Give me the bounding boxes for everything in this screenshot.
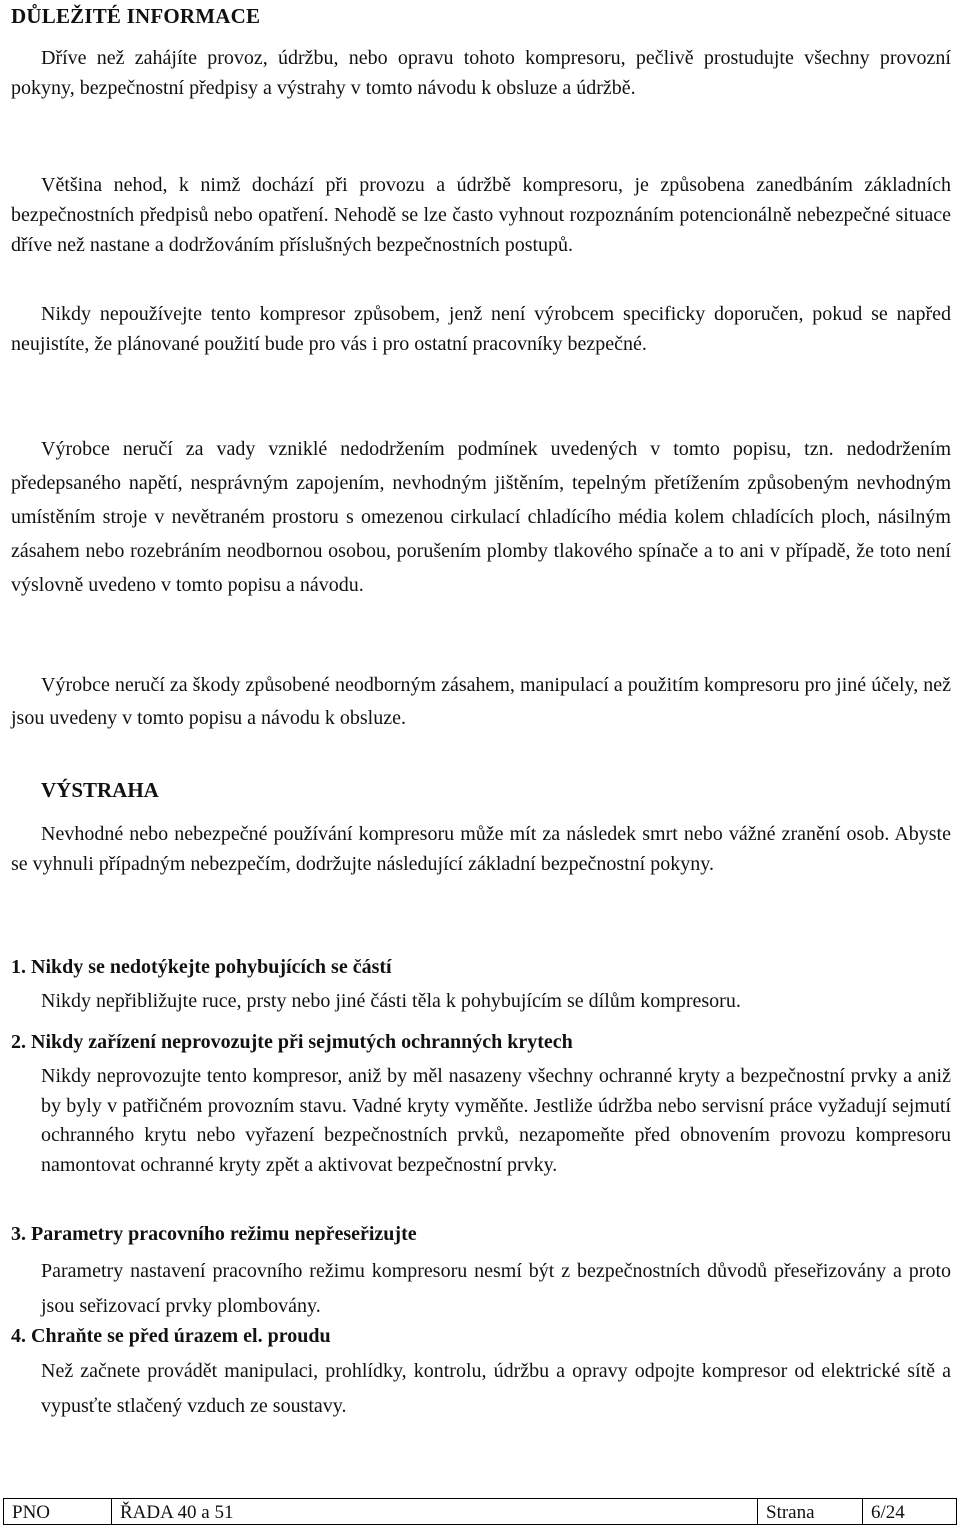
paragraph-intro: Dříve než zahájíte provoz, údržbu, nebo opravu tohoto kompresoru, pečlivě prostudujte všechny provozní pokyny, bezpečnostní předpisy a výstrahy v tomto návodu k obsluze a údržbě. bbox=[11, 47, 951, 99]
footer-doc-code: PNO bbox=[4, 1499, 112, 1524]
warning-text: Nevhodné nebo nebezpečné používání kompresoru může mít za následek smrt nebo vážné zranění osob. Abyste se vyhnuli případným nebezpečím, dodržujte následující základní bezpečnostní pokyny. bbox=[11, 823, 951, 875]
paragraph-liability-defects: Výrobce neručí za vady vzniklé nedodržením podmínek uvedených v tomto popisu, tzn. nedodržením předepsaného napětí, nesprávným zapojením, nevhodným jištěním, tepelným přetížením způsobeným nevhodným umístěním stroje v nevětraném prostoru s omezenou cirkulací chladícího média kolem chladících ploch, násilným zásahem nebo rozebráním neodbornou osobou, porušením plomby tlakového spínače a to ani v případě, že toto není výslovně uvedeno v tomto popisu a návodu. bbox=[11, 438, 951, 596]
section-text-4: Než začnete provádět manipulaci, prohlídky, kontrolu, údržbu a opravy odpojte kompresor od elektrické sítě a vypusťte stlačený vzduch ze soustavy. bbox=[41, 1360, 951, 1417]
footer-series: ŘADA 40 a 51 bbox=[112, 1499, 758, 1524]
section-text-1: Nikdy nepřibližujte ruce, prsty nebo jiné části těla k pohybujícím se dílům kompresoru. bbox=[41, 990, 741, 1012]
warning-title: VÝSTRAHA bbox=[41, 778, 159, 802]
section-title-2: 2. Nikdy zařízení neprovozujte při sejmutých ochranných krytech bbox=[11, 1031, 573, 1053]
paragraph-usage: Nikdy nepoužívejte tento kompresor způsobem, jenž není výrobcem specificky doporučen, pokud se napřed neujistíte, že plánované použití bude pro vás i pro ostatní pracovníky bezpečné. bbox=[11, 303, 951, 355]
section-title-1: 1. Nikdy se nedotýkejte pohybujících se částí bbox=[11, 956, 392, 978]
footer-page-number: 6/24 bbox=[871, 1502, 905, 1523]
section-text-2: Nikdy neprovozujte tento kompresor, aniž by měl nasazeny všechny ochranné kryty a bezpečnostní prvky a aniž by byly v patřičném provozním stavu. Vadné kryty vyměňte. Jestliže údržba nebo servisní práce vyžadují sejmutí ochranného krytu nebo vyřazení bezpečnostních prvků, nezapomeňte před obnovením provozu kompresoru namontovat ochranné kryty zpět a aktivovat bezpečnostní prvky. bbox=[41, 1065, 951, 1176]
paragraph-liability-damage: Výrobce neručí za škody způsobené neodborným zásahem, manipulací a použitím kompresoru pro jiné účely, než jsou uvedeny v tomto popisu a návodu k obsluze. bbox=[11, 674, 951, 729]
page-footer bbox=[3, 1498, 957, 1525]
page-heading: DŮLEŽITÉ INFORMACE bbox=[11, 4, 261, 28]
footer-page-label: Strana bbox=[758, 1499, 863, 1524]
section-title-3: 3. Parametry pracovního režimu nepřeseřizujte bbox=[11, 1223, 417, 1245]
paragraph-accidents: Většina nehod, k nimž dochází při provozu a údržbě kompresoru, je způsobena zanedbáním základních bezpečnostních předpisů nebo opatření. Nehodě se lze často vyhnout rozpoznáním potencionálně nebezpečné situace dříve než nastane a dodržováním příslušných bezpečnostních postupů. bbox=[11, 174, 951, 256]
section-text-3: Parametry nastavení pracovního režimu kompresoru nesmí být z bezpečnostních důvodů přeseřizovány a proto jsou seřizovací prvky plombovány. bbox=[41, 1260, 951, 1317]
section-title-4: 4. Chraňte se před úrazem el. proudu bbox=[11, 1325, 331, 1347]
